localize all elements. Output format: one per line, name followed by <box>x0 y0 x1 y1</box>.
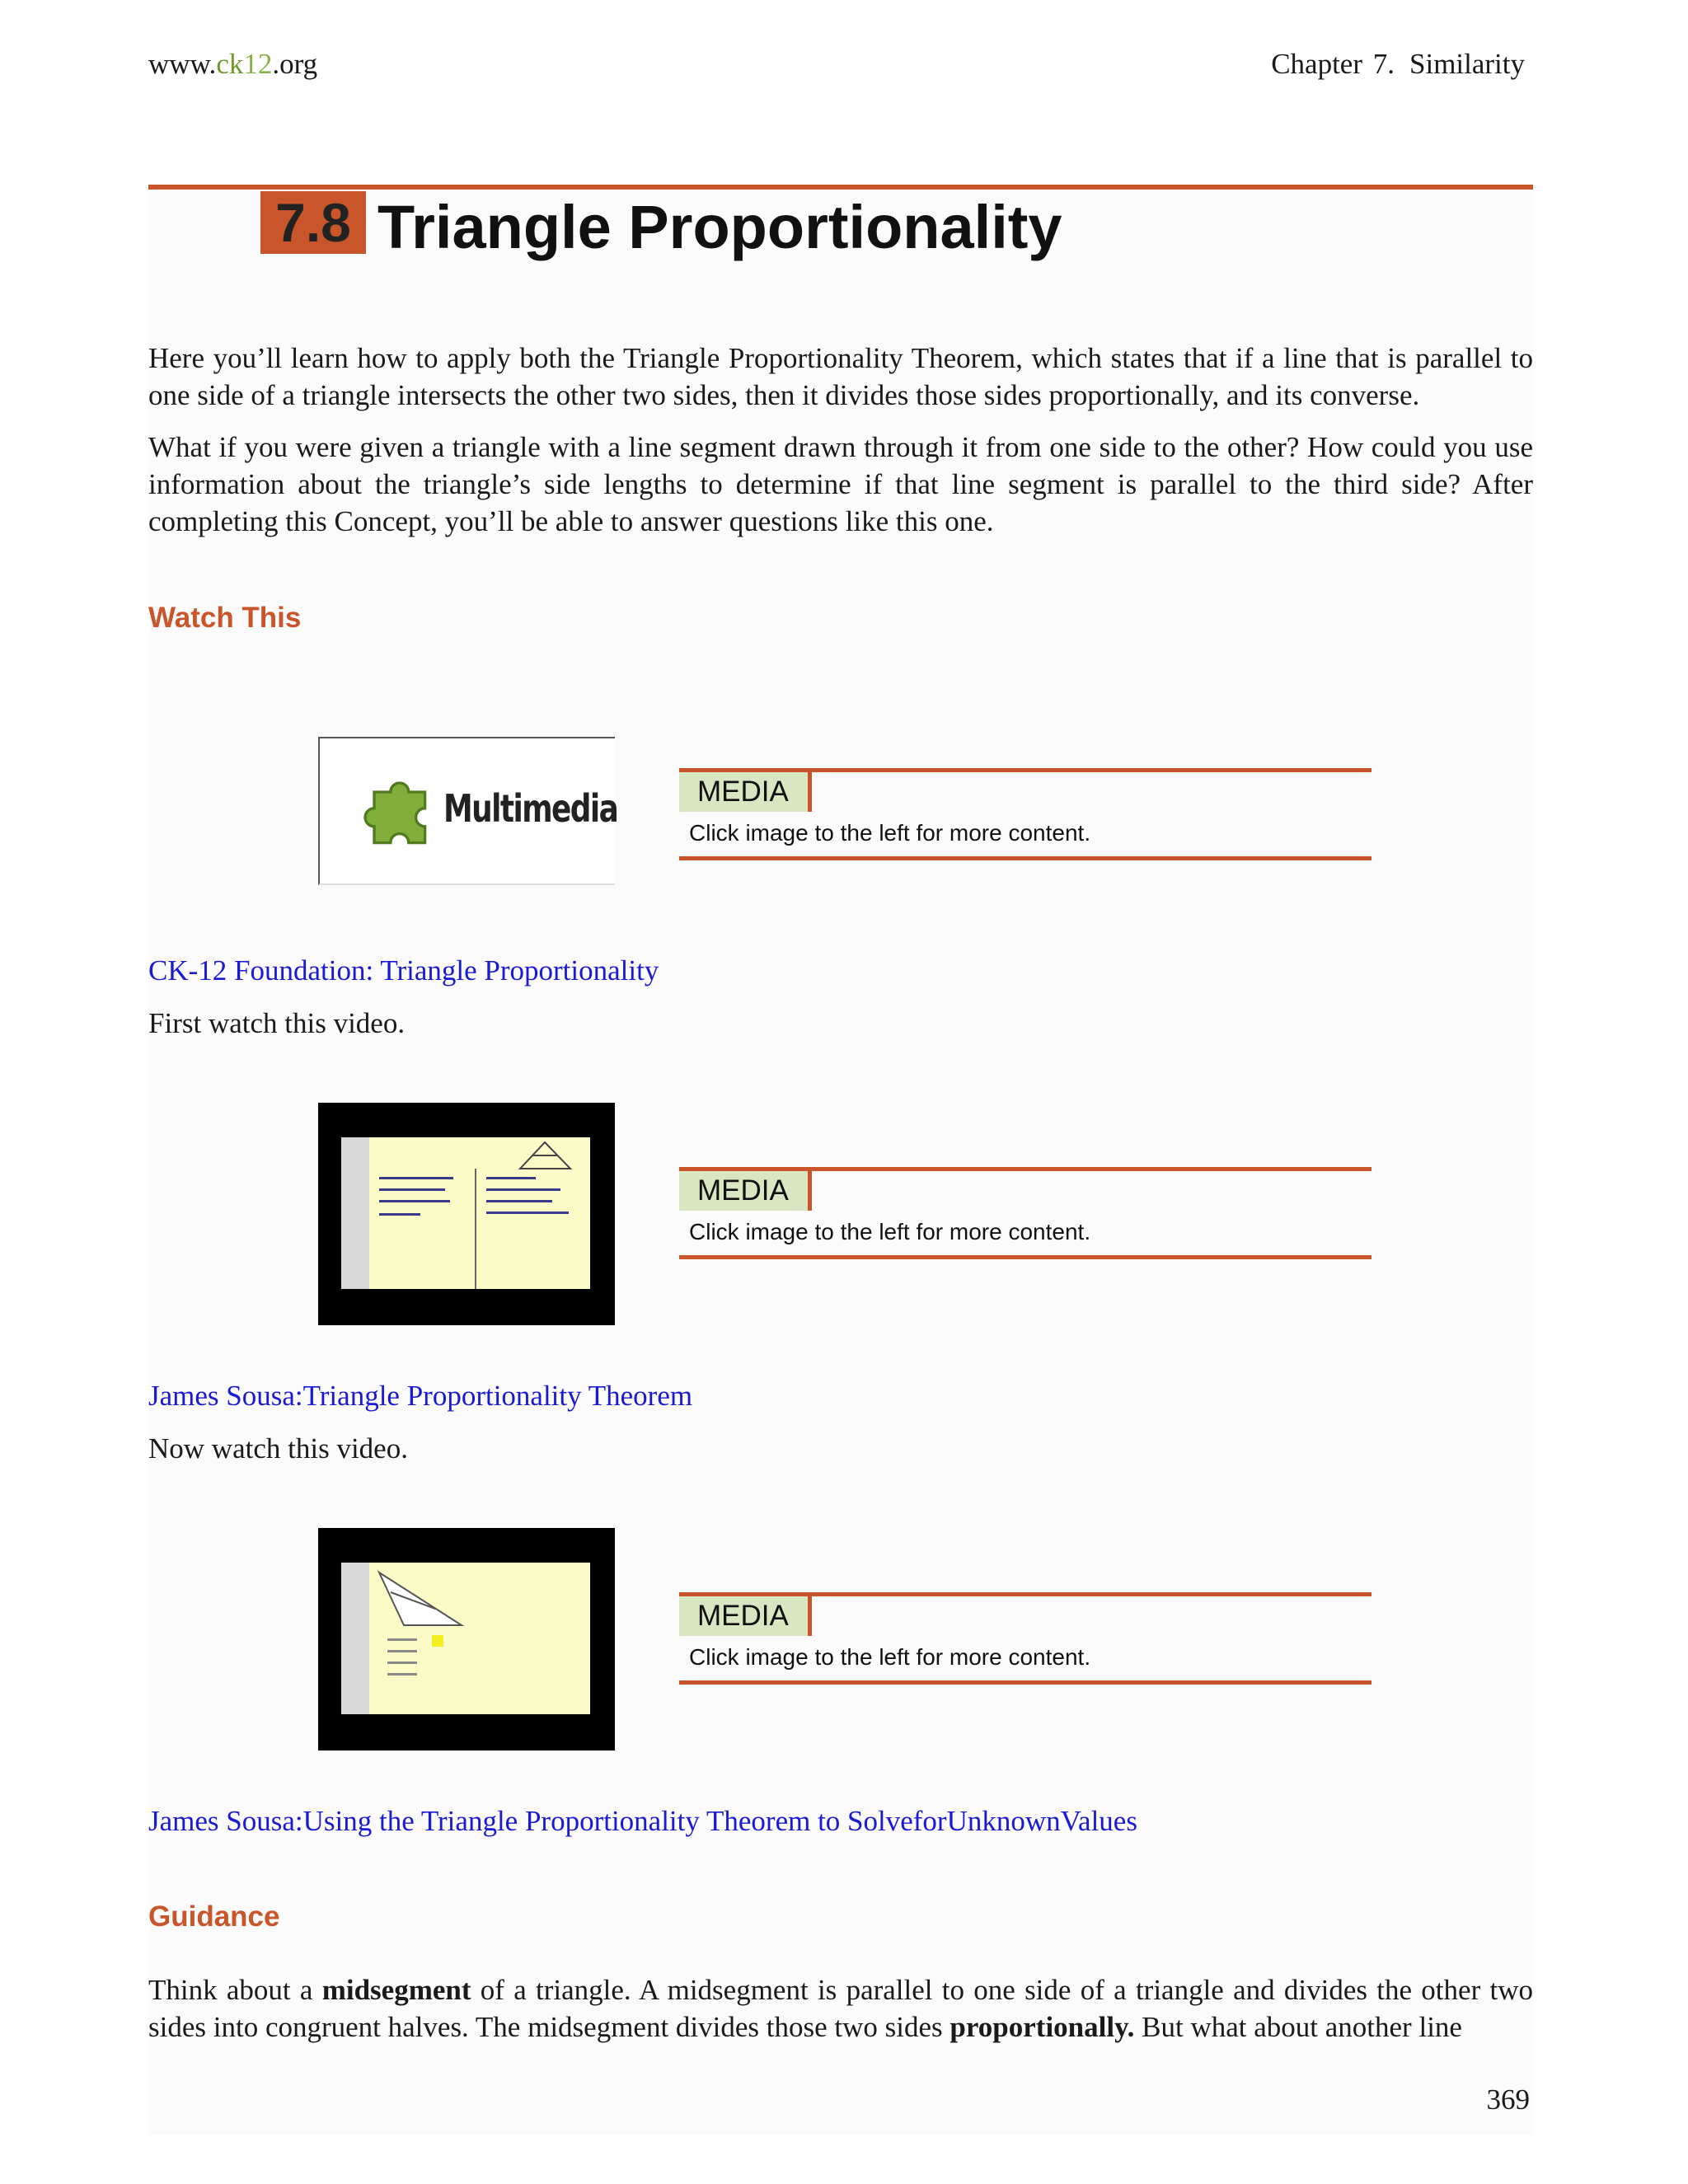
media-note-2: Now watch this video. <box>148 1432 408 1465</box>
media-note-1: First watch this video. <box>148 1007 406 1039</box>
multimedia-label: Multimedia <box>443 786 618 831</box>
scribble-line <box>486 1212 569 1214</box>
media-caption: Click image to the left for more content. <box>689 1644 1091 1670</box>
guidance-text: Think about a <box>148 1974 322 2006</box>
site-ck: ck <box>216 48 244 80</box>
section-number: 7.8 <box>260 191 366 254</box>
scribble-line <box>486 1200 552 1202</box>
site-num: 12 <box>243 48 273 80</box>
scribble-line <box>379 1188 445 1191</box>
guidance-text: But what about another line <box>1134 2011 1462 2043</box>
section-title: Triangle Proportionality <box>377 193 1062 261</box>
chapter-label: Chapter 7. <box>1271 48 1395 80</box>
intro-paragraph-2: What if you were given a triangle with a line segment drawn through it from one side to the other? How could you use information about the triangle’s side lengths to determine if that line segment is parallel to the third side? After completing this Concept, you’ll be able to answer questions like this one. <box>148 431 1533 537</box>
triangle-sketch-icon <box>516 1139 574 1172</box>
scribble-line <box>486 1188 560 1191</box>
scribble-line <box>387 1661 417 1664</box>
intro-paragraph-1: Here you’ll learn how to apply both the Triangle Proportionality Theorem, which states that if a line that is parallel to one side of a triangle intersects the other two sides, then it divides those sides proportionally, and its converse. <box>148 342 1533 411</box>
multimedia-thumbnail[interactable] <box>318 737 618 885</box>
site-prefix: www. <box>148 48 217 80</box>
cursor-highlight <box>432 1635 443 1647</box>
scribble-line <box>379 1200 450 1202</box>
scribble-line <box>387 1638 417 1641</box>
media-caption: Click image to the left for more content. <box>689 1219 1091 1244</box>
media-caption: Click image to the left for more content. <box>689 820 1091 846</box>
media-callout-2 <box>679 1167 1372 1259</box>
scribble-line <box>379 1213 420 1216</box>
triangle-diagram-icon <box>371 1568 470 1633</box>
media-tag: MEDIA <box>679 1171 812 1211</box>
video-thumbnail-2[interactable] <box>318 1528 615 1750</box>
watch-this-heading: Watch This <box>148 602 302 634</box>
media-callout-1 <box>679 768 1372 860</box>
scribble-line <box>486 1177 536 1179</box>
video-thumbnail-1[interactable] <box>318 1103 615 1325</box>
chapter-name: Similarity <box>1409 48 1525 80</box>
scribble-line <box>387 1673 417 1675</box>
media-callout-3 <box>679 1592 1372 1685</box>
guidance-text: of a triangle. A midsegment is parallel to one side of a triangle and divides the other two sides into congruent halves. The midsegment divides those two sides <box>148 1974 1533 2043</box>
video-sidebar <box>341 1563 369 1714</box>
guidance-paragraph <box>148 1971 1533 2046</box>
video-sidebar <box>341 1137 369 1289</box>
section-rule <box>148 185 1533 190</box>
term-midsegment: midsegment <box>321 1974 471 2006</box>
site-url[interactable] <box>148 48 317 81</box>
media-link-1[interactable]: CK-12 Foundation: Triangle Proportionality <box>148 954 659 987</box>
puzzle-piece-icon <box>356 765 447 855</box>
media-link-3[interactable]: James Sousa:Using the Triangle Proportionality Theorem to SolveforUnknownValues <box>148 1805 1137 1837</box>
page-number: 369 <box>1486 2083 1530 2116</box>
scribble-line <box>387 1650 417 1652</box>
media-link-2[interactable]: James Sousa:Triangle Proportionality Theorem <box>148 1380 693 1412</box>
scribble-line <box>379 1177 453 1179</box>
media-tag: MEDIA <box>679 1596 812 1636</box>
site-suffix: .org <box>272 48 318 80</box>
media-tag: MEDIA <box>679 772 812 812</box>
guidance-heading: Guidance <box>148 1900 280 1933</box>
video-divider <box>475 1169 476 1289</box>
chapter-header <box>1271 48 1525 81</box>
term-proportionally: proportionally. <box>950 2011 1135 2043</box>
